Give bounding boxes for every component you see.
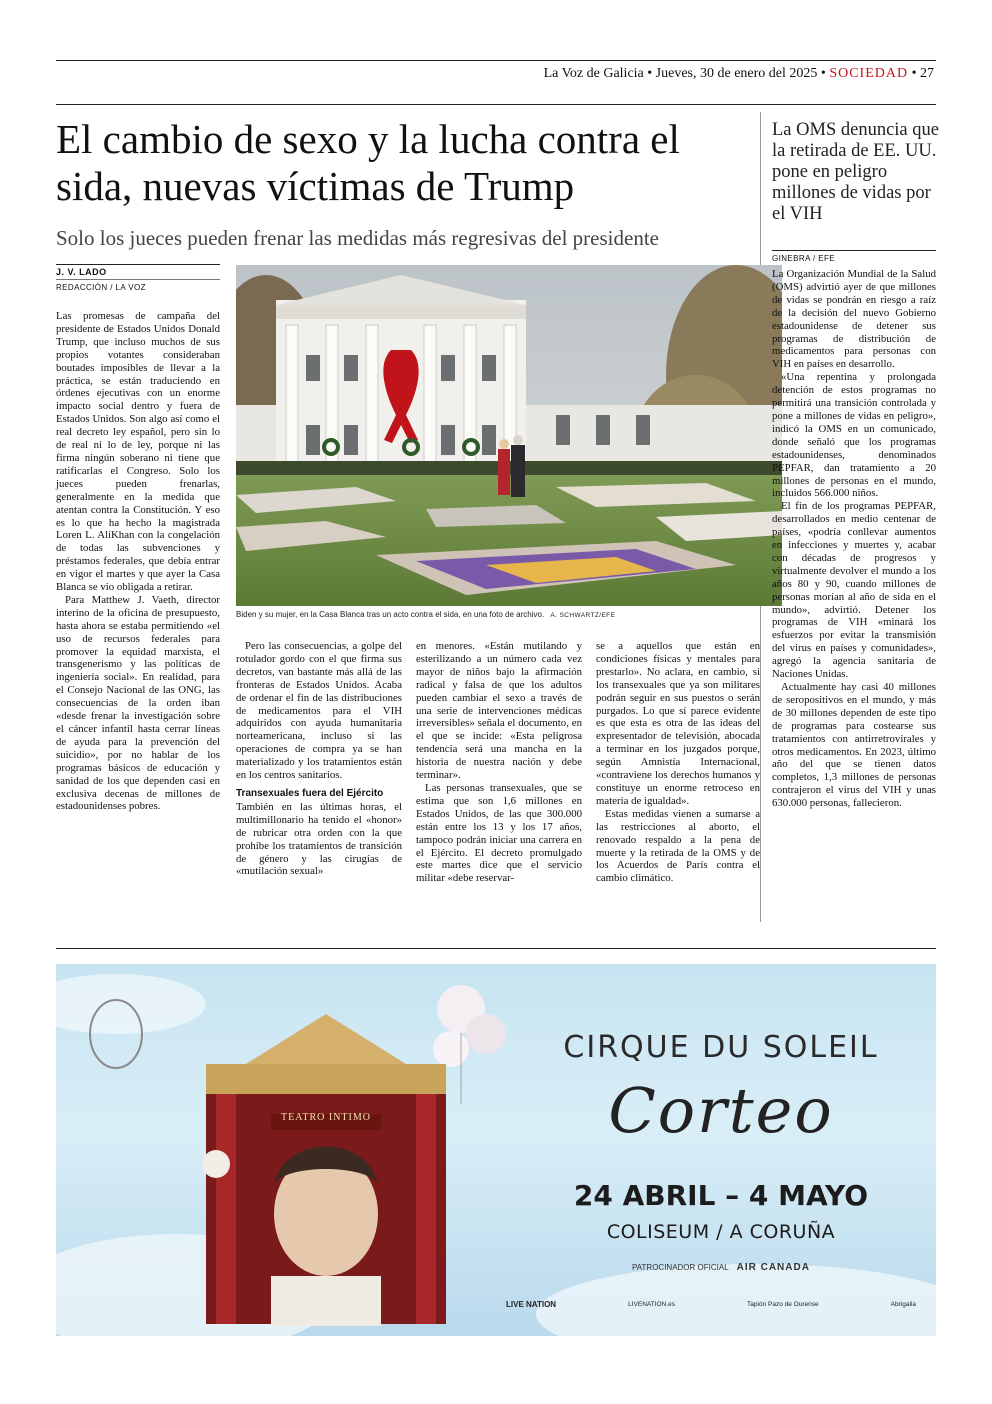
page-folio: La Voz de Galicia • Jueves, 30 de enero del 2025 • SOCIEDAD • 27 [543, 66, 934, 81]
ad-venue: COLISEUM / A CORUÑA [606, 1221, 836, 1243]
livenation-es-logo: LIVENATION.es [628, 1301, 675, 1308]
sidebar-headline: La OMS denuncia que la retirada de EE. UU. pone en peligro millones de vidas por el VIH [772, 120, 939, 224]
ad-dates: 24 ABRIL – 4 MAYO [573, 1179, 869, 1212]
ad-artwork [56, 964, 936, 1336]
desk: REDACCIÓN / LA VOZ [56, 283, 146, 292]
paragraph: La Organización Mundial de la Salud (OMS) advirtió ayer de que millones de vidas se pondrán en riesgo a raíz de la decisión del nuevo Gobierno estadounidense de detener sus programas de distribución de medicamentos para personas con VIH en países en desarrollo. [772, 268, 936, 371]
byline-rule [56, 264, 220, 265]
newspaper-name: La Voz de Galicia [543, 66, 644, 81]
sidebar-agency: GINEBRA / EFE [772, 254, 835, 263]
paragraph: se a aquellos que están en condiciones físicas y mentales para prestarlo». No aclara, en cambio, si los transexuales que ya son militares podrán seguir en sus puestos o serán purgados. Lo que sí parece evidente es que esta es otra de las ideas del expresentador de televisión, abocada a terminar en los juzgados porque, según Amnistía Internacional, «contraviene los derechos humanos y constituye un enorme retroceso en materia de igualdad». [596, 640, 760, 807]
top-rule [56, 60, 936, 61]
subhead: Transexuales fuera del Ejército [236, 787, 384, 799]
column-3 [416, 640, 582, 885]
paragraph: También en las últimas horas, el multimillonario ha tenido el «honor» de rubricar otra orden con la que prohíbe los tratamientos de transición de género y las cirugías de «mutilación sexual» [236, 800, 402, 878]
ad-separator [56, 948, 936, 949]
page-number: 27 [920, 66, 934, 81]
ad-logo-strip [506, 1300, 916, 1309]
paragraph: en menores. «Están mutilando y esterilizando a un número cada vez mayor de niños bajo la afirmación radical y falsa de que los adultos pueden cambiar el sexo a través de una serie de intervenciones médicas irreversibles» señala el documento, en el que se incide: «Esta peligrosa tendencia será una mancha en la historia de nuestra nación y debe terminar». [416, 640, 582, 782]
column-2 [236, 640, 402, 878]
column-4 [596, 640, 760, 885]
ad-brand: CIRQUE DU SOLEIL [563, 1030, 879, 1065]
photo-credit: A. SCHWARTZ/EFE [550, 612, 616, 619]
paragraph: «Una repentina y prolongada detención de estos programas no permitirá una transición controlada y pone a millones de vidas en peligro», indicó la OMS en un comunicado, donde señaló que los programas estadounidenses, denominados PEPFAR, dan tratamiento a 20 millones de personas en el mundo, incluidos 566.000 niños. [772, 371, 936, 500]
header-rule [56, 104, 936, 105]
paragraph: Pero las consecuencias, a golpe del rotulador gordo con el que firma sus decretos, van bastante más allá de las fronteras de Estados Unidos. Acaba de ordenar el fin de las distribuciones de medicamentos para el VIH adquiridos con ayuda humanitaria norteamericana, incluso si las operaciones de compra ya se han materializado y los tratamientos están en los centros sanitarios. [236, 640, 402, 782]
photo-caption: Biden y su mujer, en la Casa Blanca tras un acto contra el sida, en una foto de archivo. A. SCHWARTZ/EFE [236, 610, 616, 619]
column-1 [56, 310, 220, 813]
ad-sponsor: PATROCINADOR OFICIAL AIR CANADA [632, 1262, 810, 1273]
white-house-photo [236, 265, 782, 606]
issue-date: Jueves, 30 de enero del 2025 [655, 66, 818, 81]
ad-show-name: Corteo [608, 1074, 834, 1147]
sidebar-body [772, 268, 936, 810]
paragraph: Actualmente hay casi 40 millones de seropositivos en el mundo, y más de 30 millones dependen de este tipo de programas para costearse sus tratamientos con antirretrovirales y otros medicamentos. En 2023, último año del que se tienen datos completos, 1,3 millones de personas contrajeron el virus del VIH y unas 630.000 personas, fallecieron. [772, 681, 936, 810]
paragraph: Las promesas de campaña del presidente de Estados Unidos Donald Trump, que incluso muchos de sus propios votantes consideraban boutades imposibles de llevar a la práctica, se están traduciendo en órdenes ejecutivas con un enorme impacto social dentro y fuera de Estados Unidos. Son algo así como el real decreto ley español, pero sin lo de real ni lo de ley, porque ni las firma ningún soberano ni tiene que ratificarlas el Congreso. Solo los jueces pueden frenarlas, generalmente en la medida que atentan contra la Constitución. Y eso es lo que ha hecho la magistrada Loren L. AliKhan con la congelación de todas las subvenciones y préstamos federales, que debía entrar en vigor el martes y que ayer la Casa Blanca se vio obligada a retirar. [56, 310, 220, 594]
tapion-logo: Tapión Pazo de Ourense [747, 1301, 819, 1308]
live-nation-logo: LIVE NATION [506, 1300, 557, 1309]
author: J. V. LADO [56, 267, 107, 277]
cirque-du-soleil-ad[interactable] [56, 964, 936, 1336]
stage-sign: TEATRO INTIMO [281, 1112, 371, 1123]
section-label: SOCIEDAD [829, 66, 909, 81]
deck: Solo los jueces pueden frenar las medidas más regresivas del presidente [56, 226, 659, 250]
abrigalia-logo: Abrigalia [890, 1301, 916, 1308]
headline: El cambio de sexo y la lucha contra el sida, nuevas víctimas de Trump [56, 116, 680, 209]
paragraph: Las personas transexuales, que se estima que son 1,6 millones en Estados Unidos, de las que 300.000 están entre los 13 y los 17 años, tampoco podrán iniciar una carrera en el Ejército. El decreto promulgado este martes dice que el servicio militar «debe reservar- [416, 781, 582, 885]
sponsor-name: AIR CANADA [736, 1262, 810, 1273]
paragraph: Para Matthew J. Vaeth, director interino de la oficina de presupuesto, hasta ahora se estaba permitiendo «el uso de recursos federales para promover la equidad marxista, el transgenerismo y las políticas de ingeniería social». En realidad, para el Consejo Nacional de las ONG, las consecuencias de la orden iban «desde frenar la investigación sobre el cáncer infantil hasta cerrar líneas de ayuda para la prevención del suicidio», por no hablar de los programas básicos de educación y sanidad de los que dependen casi en exclusiva decenas de millones de estadounidenses pobres. [56, 593, 220, 813]
paragraph: Estas medidas vienen a sumarse a las restricciones al aborto, el renovado respaldo a la pena de muerte y la retirada de la OMS y de los Acuerdos de París contra el cambio climático. [596, 807, 760, 885]
paragraph: El fin de los programas PEPFAR, desarrollados en medio centenar de países, «podría conllevar aumentos en infecciones y muertes y, acabar con décadas de progresos y virtualmente devolver el mundo a los años 80 y 90, cuando millones de personas morían al año de sida en el mundo», advirtió. Detener los programas de VIH «minará los esfuerzos por evitar la transmisión del virus en países y comunidades», agregó la agencia sanitaria de Naciones Unidas. [772, 500, 936, 681]
